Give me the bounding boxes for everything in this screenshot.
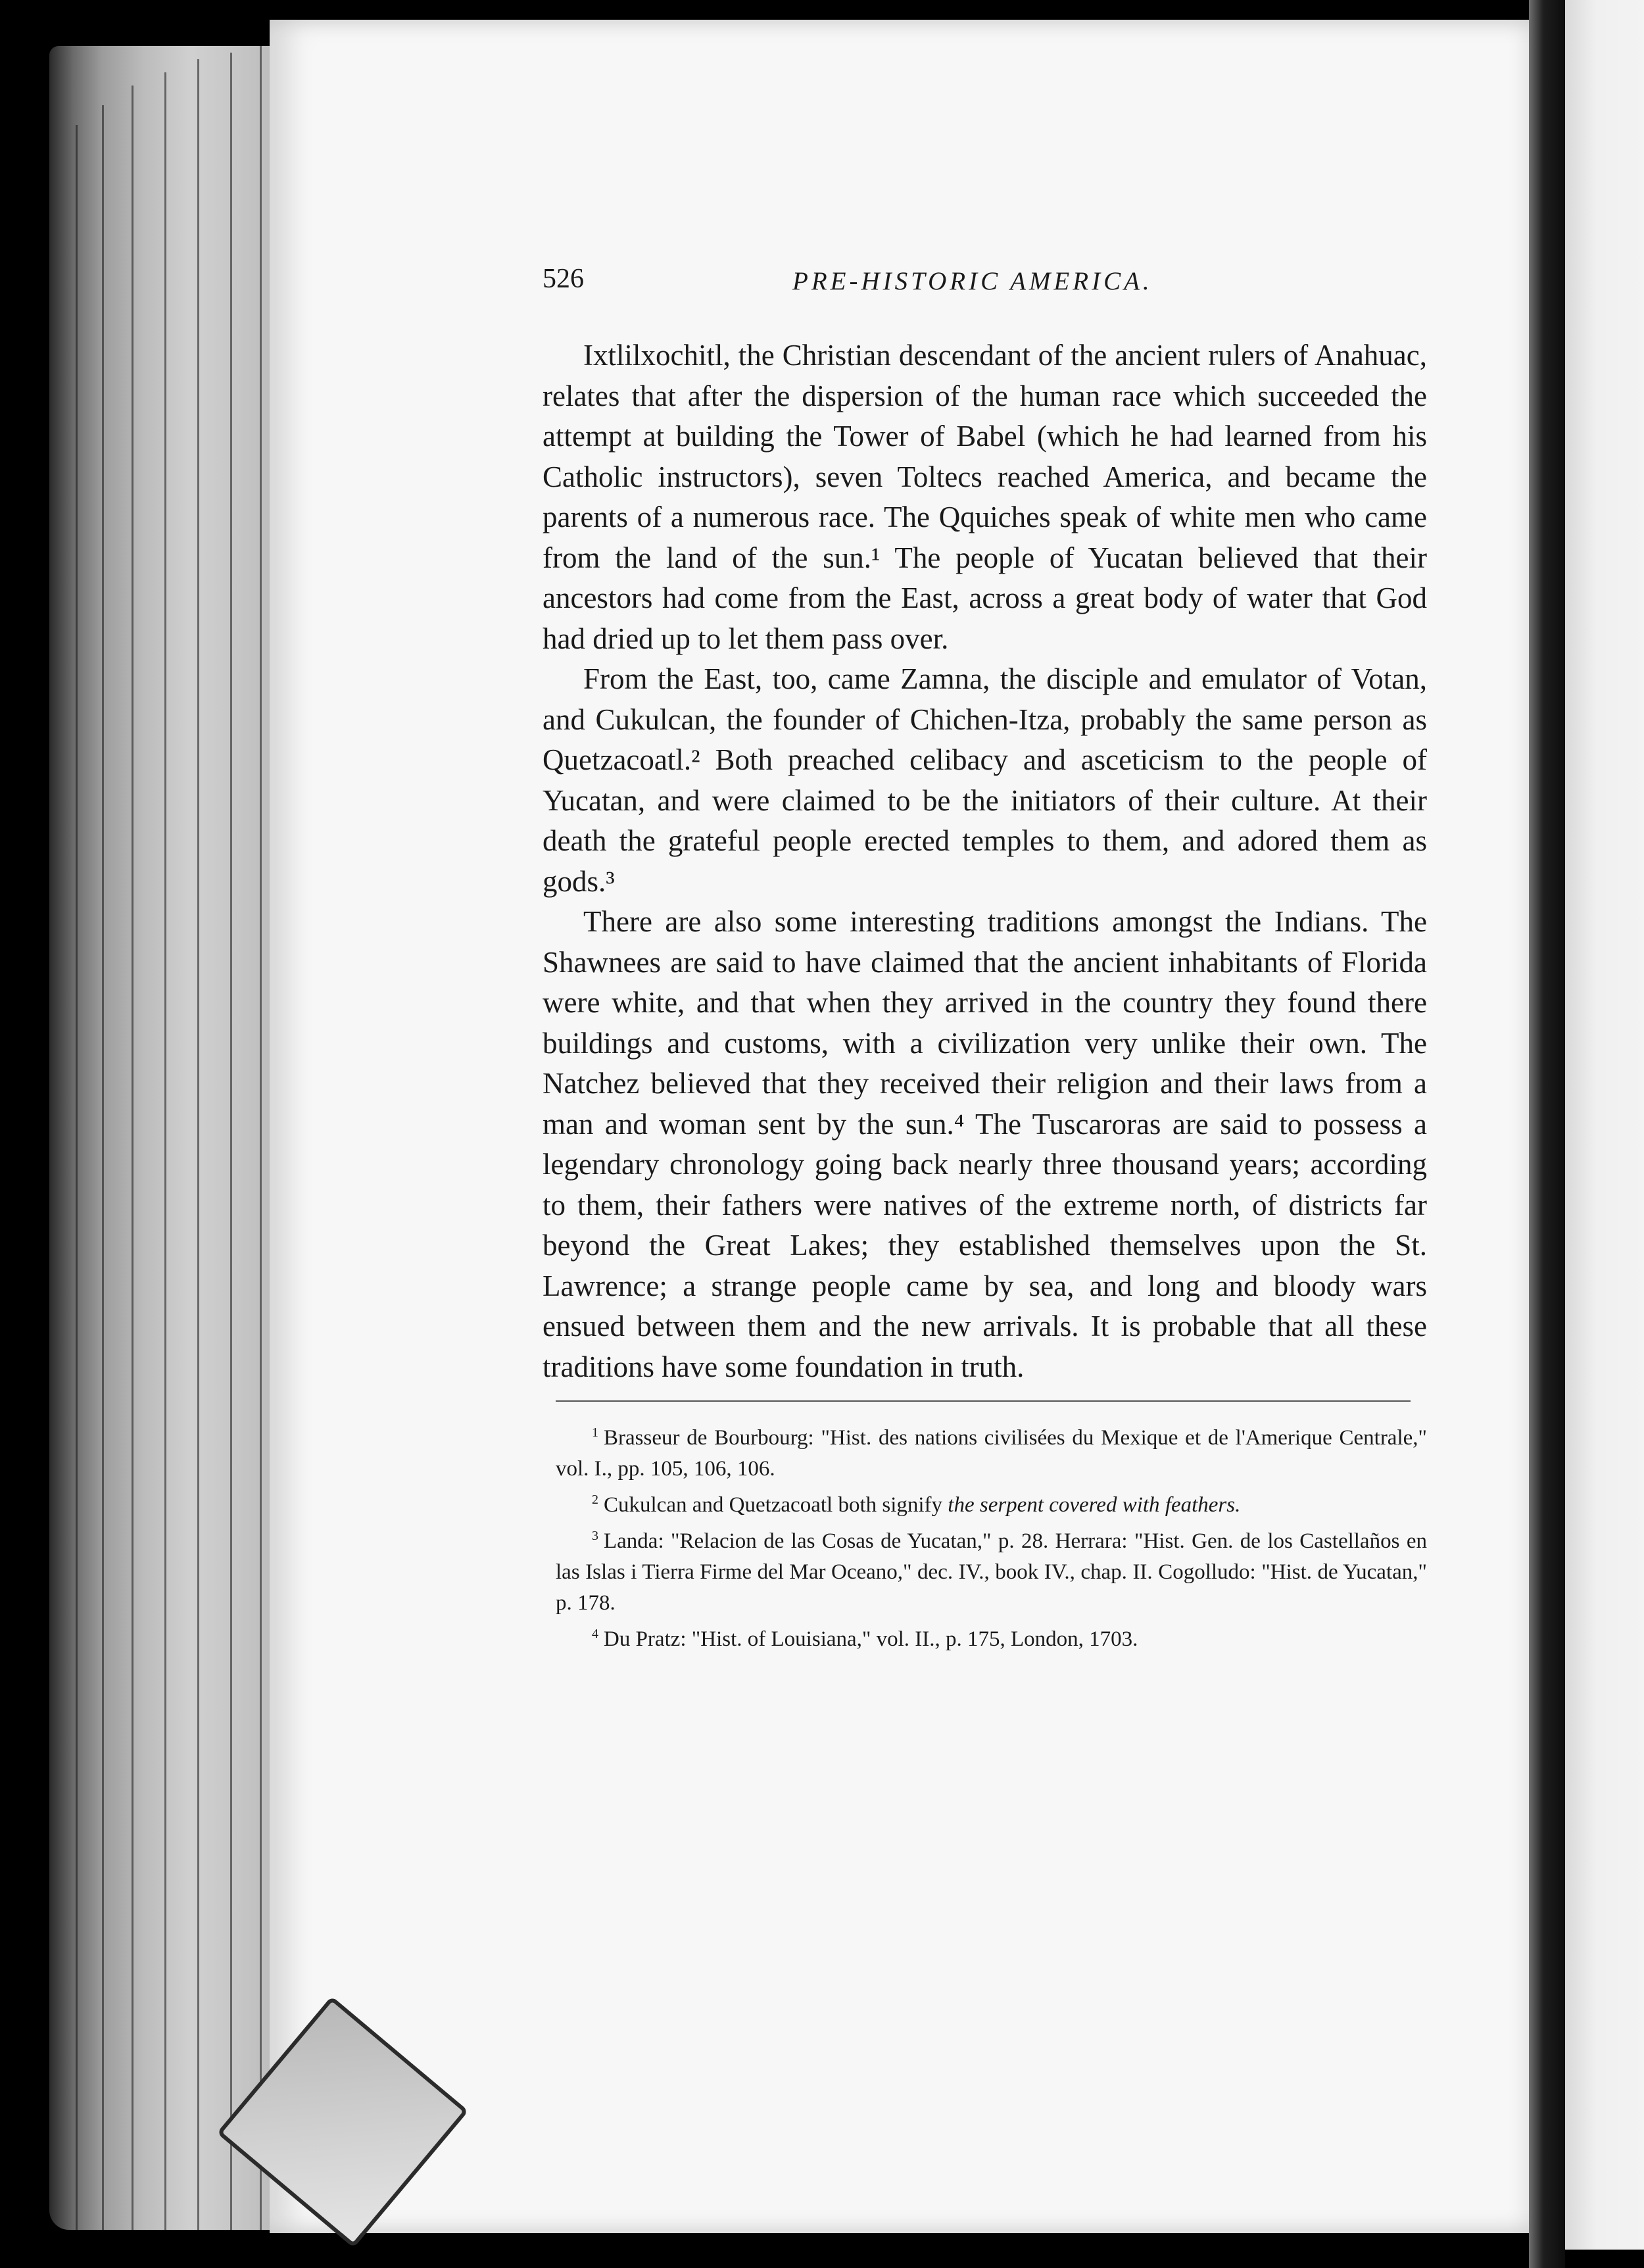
page-number: 526 — [543, 264, 584, 294]
book-gutter — [1529, 0, 1565, 2268]
footnotes — [543, 1418, 1427, 1655]
footnote-italic-text: the serpent covered with feathers. — [948, 1493, 1241, 1517]
page-edge-line — [102, 105, 104, 2230]
page-content — [543, 263, 1427, 1655]
footnote-mark: 1 — [592, 1425, 598, 1440]
footnote — [556, 1619, 1427, 1655]
page-edge-line — [132, 86, 133, 2230]
adjacent-page-edge — [1565, 0, 1644, 2250]
footnote-mark: 4 — [592, 1627, 598, 1641]
footnote-text: Landa: "Relacion de las Cosas de Yucatan," p. 28. Herrara: "Hist. Gen. de los Castellaños en las Islas i Tierra Firme del Mar Oceano," dec. IV., book IV., chap. II. Cogolludo: "Hist. de Yucatan," p. 178. — [556, 1529, 1427, 1615]
footnote-text: Cukulcan and Quetzacoatl both signify — [604, 1493, 948, 1517]
footnote — [556, 1521, 1427, 1619]
paragraph: From the East, too, came Zamna, the disciple and emulator of Votan, and Cukulcan, the founder of Chichen-Itza, probably the same person as Quetzacoatl.² Both preached celibacy and asceticism to the people of Yucatan, and were claimed to be the initiators of their culture. At their death the grateful people erected temples to them, and adored them as gods.³ — [543, 662, 1427, 898]
page-edge-line — [164, 72, 166, 2230]
page-edge-line — [197, 59, 199, 2230]
footnote-rule — [556, 1400, 1411, 1402]
page-edge-line — [76, 125, 78, 2230]
page-edge-line — [260, 46, 262, 2230]
paragraph: There are also some interesting traditions amongst the Indians. The Shawnees are said to have claimed that the ancient inhabitants of Florida were white, and that when they arrived in the country they found there buildings and customs, with a civilization very unlike their own. The Natchez believed that they received their religion and their laws from a man and woman sent by the sun.⁴ The Tuscaroras are said to possess a legendary chronology going back nearly three thousand years; according to them, their fathers were natives of the extreme north, of districts far beyond the Great Lakes; they established themselves upon the St. Lawrence; a strange people came by sea, and long and bloody wars ensued between them and the new arrivals. It is probable that all these traditions have some foundation in truth. — [543, 905, 1427, 1383]
footnote-mark: 3 — [592, 1529, 598, 1543]
footnote-text: Brasseur de Bourbourg: "Hist. des nations civilisées du Mexique et de l'Amerique Centrale," vol. I., pp. 105, 106, 106. — [556, 1426, 1427, 1481]
footnote-text: Du Pratz: "Hist. of Louisiana," vol. II., p. 175, London, 1703. — [604, 1627, 1138, 1651]
footnote — [556, 1418, 1427, 1485]
paragraph: Ixtlilxochitl, the Christian descendant of the ancient rulers of Anahuac, relates that after the dispersion of the human race which succeeded the attempt at building the Tower of Babel (which he had learned from his Catholic instructors), seven Toltecs reached America, and became the parents of a numerous race. The Qquiches speak of white men who came from the land of the sun.¹ The people of Yucatan believed that their ancestors had come from the East, across a great body of water that God had dried up to let them pass over. — [543, 339, 1427, 655]
page-edge-line — [230, 53, 232, 2230]
running-title: PRE-HISTORIC AMERICA. — [792, 267, 1153, 295]
footnote — [556, 1485, 1427, 1521]
body-text — [543, 335, 1427, 1387]
page-header — [543, 263, 1427, 309]
stacked-page-edges — [49, 46, 286, 2230]
footnote-mark: 2 — [592, 1492, 598, 1507]
